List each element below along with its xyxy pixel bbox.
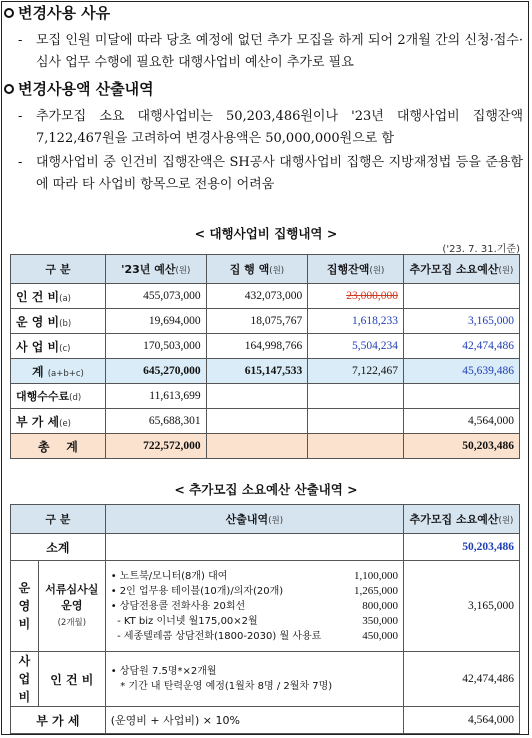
circle-bullet-icon (4, 84, 14, 94)
execution-table (10, 254, 520, 459)
vat-row: 부 가 세 (운영비 + 사업비) × 10% 4,564,000 (11, 707, 520, 734)
table-row-total: 계 (a+b+c) 645,270,000 615,147,533 7,122,467 45,639,486 (11, 359, 520, 384)
circle-bullet-icon (4, 8, 14, 18)
table-row: 부 가 세(e) 65,688,301 4,564,000 (11, 409, 520, 434)
table-header-row (11, 255, 520, 284)
col-header-budget: '23년 예산(원) (105, 255, 206, 284)
table-row: 인 건 비(a) 455,073,000 432,073,000 23,000,000 (11, 284, 520, 309)
table-row: 사 업 비(c) 170,503,000 164,998,766 5,504,234 42,474,486 (11, 334, 520, 359)
table-row: 운 영 비(b) 19,694,000 18,075,767 1,618,233 3,165,000 (11, 309, 520, 334)
col-header-extra: 추가모집 소요예산(원) (403, 255, 519, 284)
col-header-category: 구 분 (11, 255, 106, 284)
table1-date-note: ('23. 7. 31.기준) (442, 244, 520, 255)
section-title-reason: 변경사용 사유 (4, 2, 110, 23)
col-header-spent: 집 행 액(원) (206, 255, 308, 284)
calc-paragraph-2: - 대행사업비 중 인건비 집행잔액은 SH공사 대행사업비 집행은 지방재정법 등을 준용함에 따라 타 사업비 항목으로 전용이 어려움 (18, 155, 523, 192)
calc-table (10, 504, 520, 734)
col-header-category: 구 분 (11, 505, 106, 534)
subtotal-row: 소계 50,203,486 (11, 534, 520, 561)
table-row: 대행수수료(d) 11,613,699 (11, 384, 520, 409)
calc-paragraph-1: - 추가모집 소요 대행사업비는 50,203,486원이나 '23년 대행사업비 집행잔액 7,122,467원을 고려하여 변경사용액은 50,000,000원으로 함 (18, 109, 523, 146)
table-row-grand-total: 총 계 722,572,000 50,203,486 (11, 434, 520, 459)
col-header-remain: 집행잔액(원) (308, 255, 404, 284)
col-header-calc: 산출내역(원) (105, 505, 403, 534)
table1-caption: < 대행사업비 집행내역 > (194, 226, 338, 241)
reason-paragraph: - 모집 인원 미달에 따라 당초 예정에 없던 추가 모집을 하게 되어 2개월 간의 신청·접수·심사 업무 수행에 필요한 대행사업비 예산이 추가로 필요 (18, 33, 523, 70)
col-header-extra: 추가모집 소요예산(원) (404, 505, 520, 534)
opex-row: 운영비 서류심사실 운영 (2개월) • 노트북/모니터(8개) 대여 1,100,000 • 2인 업무용 테이블(10개)/의자(20개) 1,265,000 • 상담전용콜 전화사용 20회선 800,000 - KT biz 이너넷 월175,00×2월 350,000 - 세종텔레콤 상담전화(1800-2030) 월 사용료 450,000 3,165,000 (11, 561, 520, 652)
project-row: 사업비 인 건 비 • 상담원 7.5명*×2개월 * 기간 내 탄력운영 예정(1월차 8명 / 2월차 7명) 42,474,486 (11, 652, 520, 707)
section-title-calc: 변경사용액 산출내역 (4, 78, 154, 99)
table2-caption: < 추가모집 소요예산 산출내역 > (174, 482, 358, 497)
table-header-row (11, 505, 520, 534)
